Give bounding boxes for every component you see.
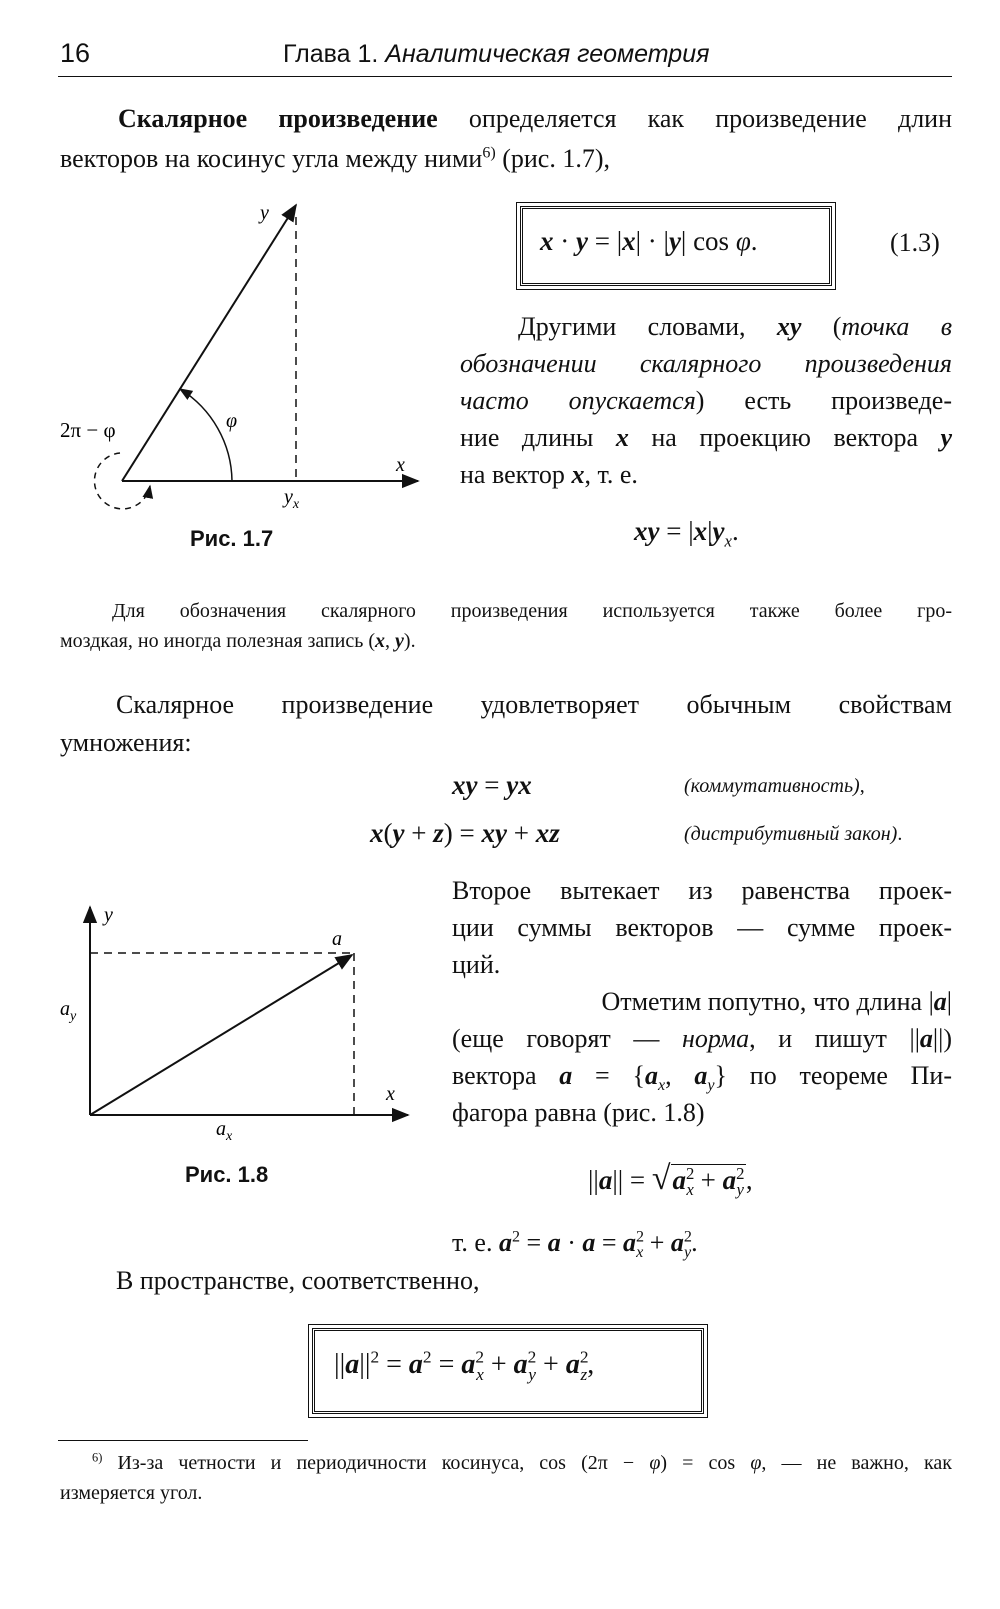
para-second-line-5: (еще говорят — норма, и пишут ||a||)	[452, 1024, 952, 1053]
intro-line-1: Скалярное произведение определяется как произведение длин	[118, 104, 952, 133]
commutative-label: (коммутативность),	[684, 775, 865, 797]
footnote-line-1: $^{6)}$ Из-за четности и периодичности косинуса, cos (2π − φ) = cos φ, — не важно, как	[92, 1450, 952, 1474]
sqrt-radicand: $a^2_x + a^2_y$	[672, 1164, 745, 1200]
footnote-line-2: измеряется угол.	[60, 1482, 203, 1504]
props-line-2: умножения:	[60, 728, 192, 757]
label-a: a	[332, 928, 342, 950]
para-second-line-7: фагора равна (рис. 1.8)	[452, 1098, 705, 1127]
running-header	[283, 40, 709, 69]
para-second-line-2: ции суммы векторов — сумме проек-	[452, 913, 952, 942]
para-other-line-1: Другими словами, xy (точка в	[518, 312, 953, 341]
para-other-line-3: часто опускается) есть произведе-	[460, 386, 952, 415]
props-line-1: Скалярное произведение удовлетворяет обычным свойствам	[116, 690, 952, 719]
vector-a-line	[90, 955, 352, 1115]
equation-distributive: x(y + z) = xy + xz	[370, 818, 560, 848]
label-y-x: $y_x$	[284, 486, 300, 512]
label-y: y	[104, 904, 113, 926]
equation-commutative: xy = yx	[452, 770, 532, 800]
label-a-x: $a_x$	[216, 1118, 233, 1144]
angle-phi-arc	[180, 389, 232, 481]
equation-1-3-number: (1.3)	[890, 228, 940, 257]
footnote-ref: 6)	[482, 144, 496, 162]
para-other-line-5: на вектор x, т. е.	[460, 460, 638, 489]
equation-1-3: x · y = |x| · |y| cos φ.	[540, 226, 758, 256]
figure-1-7	[50, 195, 450, 525]
label-2pi-minus-phi: 2π − φ	[60, 418, 116, 442]
term-scalar-product: Скалярное произведение	[118, 104, 438, 133]
label-x: x	[396, 454, 405, 476]
para-other-line-2: обозначении скалярного произведения	[460, 349, 952, 378]
chapter-label: Глава 1.	[283, 40, 379, 68]
distributive-label: (дистрибутивный закон).	[684, 823, 903, 845]
label-y: y	[260, 202, 269, 224]
figure-1-7-caption: Рис. 1.7	[190, 526, 274, 551]
page-number: 16	[60, 38, 91, 68]
footnote-rule	[58, 1440, 308, 1441]
note-line-1: Для обозначения скалярного произведения используется также более гро-	[112, 600, 952, 622]
label-phi: φ	[226, 410, 238, 432]
figure-1-8	[50, 895, 420, 1155]
sqrt-sign: √	[651, 1160, 671, 1197]
figure-1-8-caption: Рис. 1.8	[185, 1162, 269, 1187]
equation-projection: xy = $|x|y_x$.	[634, 516, 739, 551]
vector-y-line	[122, 205, 296, 481]
intro-line-2: векторов на косинус угла между ними$^{6)}$ (рис. 1.7),	[60, 144, 611, 173]
header-rule	[58, 76, 952, 77]
equation-space: $||a||^2 = a^2 = a^2_x + a^2_y + a^2_z$,	[334, 1347, 595, 1384]
space-line: В пространстве, соответственно,	[116, 1266, 480, 1295]
para-second-line-6: вектора $a = \{a_x$, $a_y$} по теореме Пи-	[452, 1061, 953, 1095]
equation-norm: $||a|| = √a^2_x + a^2_y$,	[588, 1160, 753, 1200]
para-other-line-4: ние длины x на проекцию вектора y	[460, 423, 953, 452]
label-x: x	[386, 1083, 395, 1105]
para-second-line-1: Второе вытекает из равенства проек-	[452, 876, 952, 905]
chapter-title: Аналитическая геометрия	[385, 40, 710, 68]
footnote-mark: 6)	[92, 1450, 103, 1465]
equation-a-squared: т. е. $a^2 = a \cdot a = a^2_x + a^2_y$.	[452, 1228, 698, 1262]
para-second-line-3: ций.	[452, 950, 501, 979]
note-line-2: моздкая, но иногда полезная запись (x, y).	[60, 630, 416, 652]
label-a-y: $a_y$	[60, 998, 77, 1024]
para-second-line-4: Отметим попутно, что длина |a|	[601, 987, 952, 1016]
